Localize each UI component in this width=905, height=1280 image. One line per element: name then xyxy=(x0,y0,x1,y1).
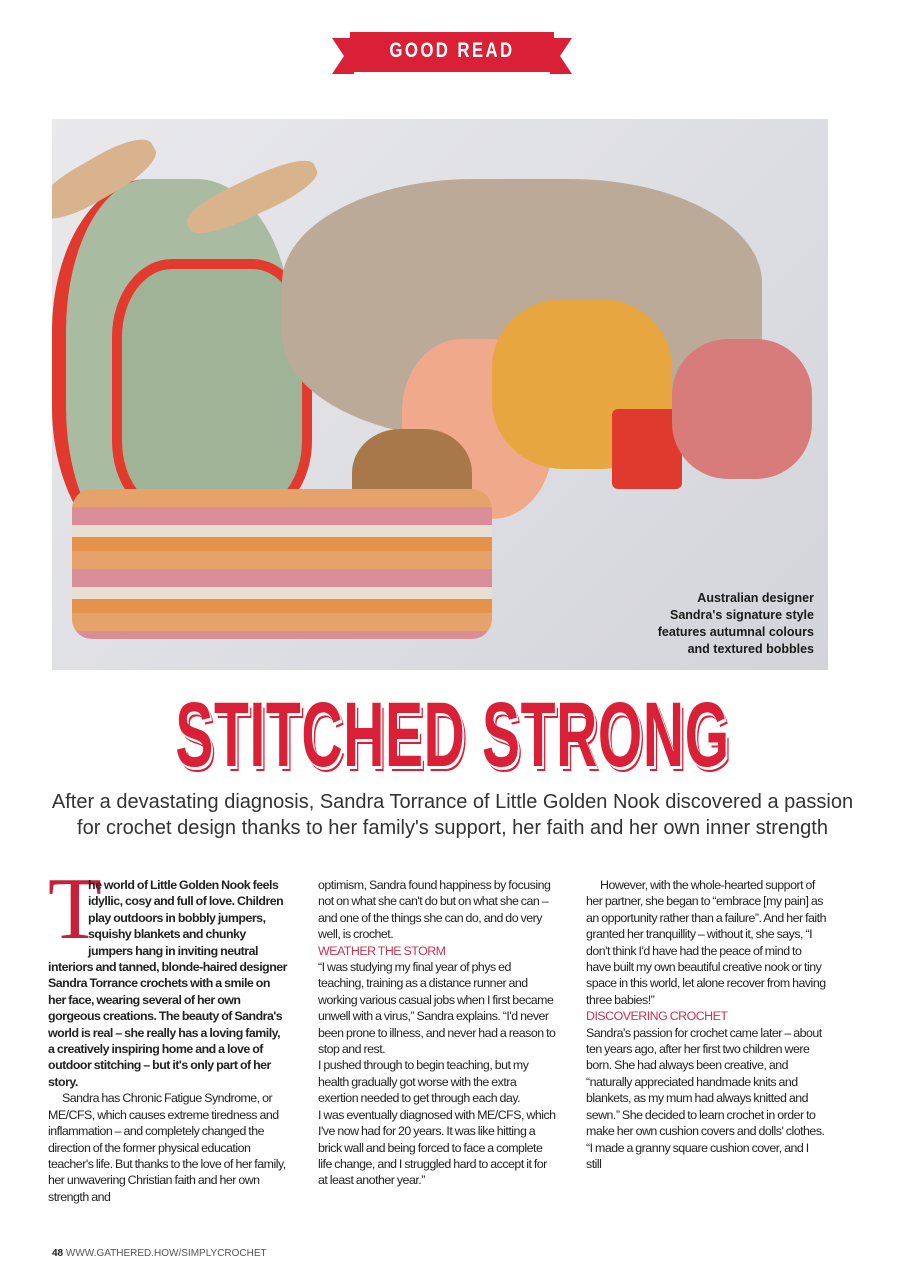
column-1 xyxy=(48,861,288,1205)
page-footer xyxy=(52,1248,267,1259)
subheading: DISCOVERING CROCHET xyxy=(586,1009,728,1024)
body-paragraph: However, with the whole-hearted support of her partner, she began to “embrace [my pain] as an opportunity rather than a failure”. And her faith granted her tranquillity – without it, she says, “I don't think I'd have had the peace of mind to have built my own beautiful creative nook or tiny space in this world, let alone recover from having three babies!” xyxy=(586,878,827,1007)
body-paragraph: Sandra's passion for crochet came later – about ten years ago, after her first two children were born. She had always been creative, and “naturally appreciated handmade knits and blankets, as my mum had always knitted and sewn.” She decided to learn crochet in order to make her own cushion covers and dolls' clothes. “I made a granny square cushion cover, and I still xyxy=(586,1025,825,1171)
subheading: WEATHER THE STORM xyxy=(318,943,446,958)
drop-cap: T xyxy=(48,861,102,958)
caption-line: Sandra's signature style xyxy=(669,608,814,622)
body-paragraph: Sandra has Chronic Fatigue Syndrome, or ME/CFS, which causes extreme tiredness and inflammation – and completely changed the direction of the former physical education teacher's life. But thanks to the love of her family, her unwavering Christian faith and her own strength and xyxy=(48,1091,286,1204)
footer-url: WWW.GATHERED.HOW/SIMPLYCROCHET xyxy=(65,1248,267,1259)
column-2 xyxy=(318,877,558,1189)
caption-line: features autumnal colours xyxy=(657,625,814,639)
body-paragraph: optimism, Sandra found happiness by focusing not on what she can't do but on what she can – and one of the things she can do, and do very well, is crochet. xyxy=(318,878,551,942)
photo-caption xyxy=(658,590,814,658)
lead-paragraph: he world of Little Golden Nook feels idyllic, cosy and full of love. Children play outdoors in bobbly jumpers, squishy blankets and chunky jumpers hang in inviting neutral interiors and tanned, blonde-haired designer Sandra Torrance crochets with a smile on her face, wearing several of her own gorgeous creations. The beauty of Sandra's world is real – she really has a loving family, a creatively inspiring home and a love of outdoor stitching – but it's only part of her story. xyxy=(48,878,287,1089)
body-paragraph: I was eventually diagnosed with ME/CFS, which I've now had for 20 years. It was like hitting a brick wall and being forced to face a complete life change, and I struggled hard to accept it for at least another year.” xyxy=(318,1107,556,1188)
page-number: 48 xyxy=(52,1248,64,1259)
standfirst: After a devastating diagnosis, Sandra Torrance of Little Golden Nook discovered a passion for crochet design thanks to her family's support, her faith and her own inner strength xyxy=(51,791,854,839)
caption-line: and textured bobbles xyxy=(687,642,814,656)
hero-photo xyxy=(52,119,828,670)
banner-label: GOOD READ xyxy=(389,39,515,62)
article-title: STITCHED STRONG xyxy=(175,684,730,786)
column-3 xyxy=(586,877,826,1172)
caption-line: Australian designer xyxy=(697,591,814,605)
section-banner xyxy=(332,30,572,80)
body-paragraph: I pushed through to begin teaching, but my health gradually got worse with the extra exertion needed to get through each day. xyxy=(318,1058,529,1106)
body-paragraph: “I was studying my final year of phys ed teaching, training as a distance runner and working various casual jobs when I first became unwell with a virus,” Sandra explains. “I'd never been prone to illness, and never had a reason to stop and rest. xyxy=(318,960,556,1057)
